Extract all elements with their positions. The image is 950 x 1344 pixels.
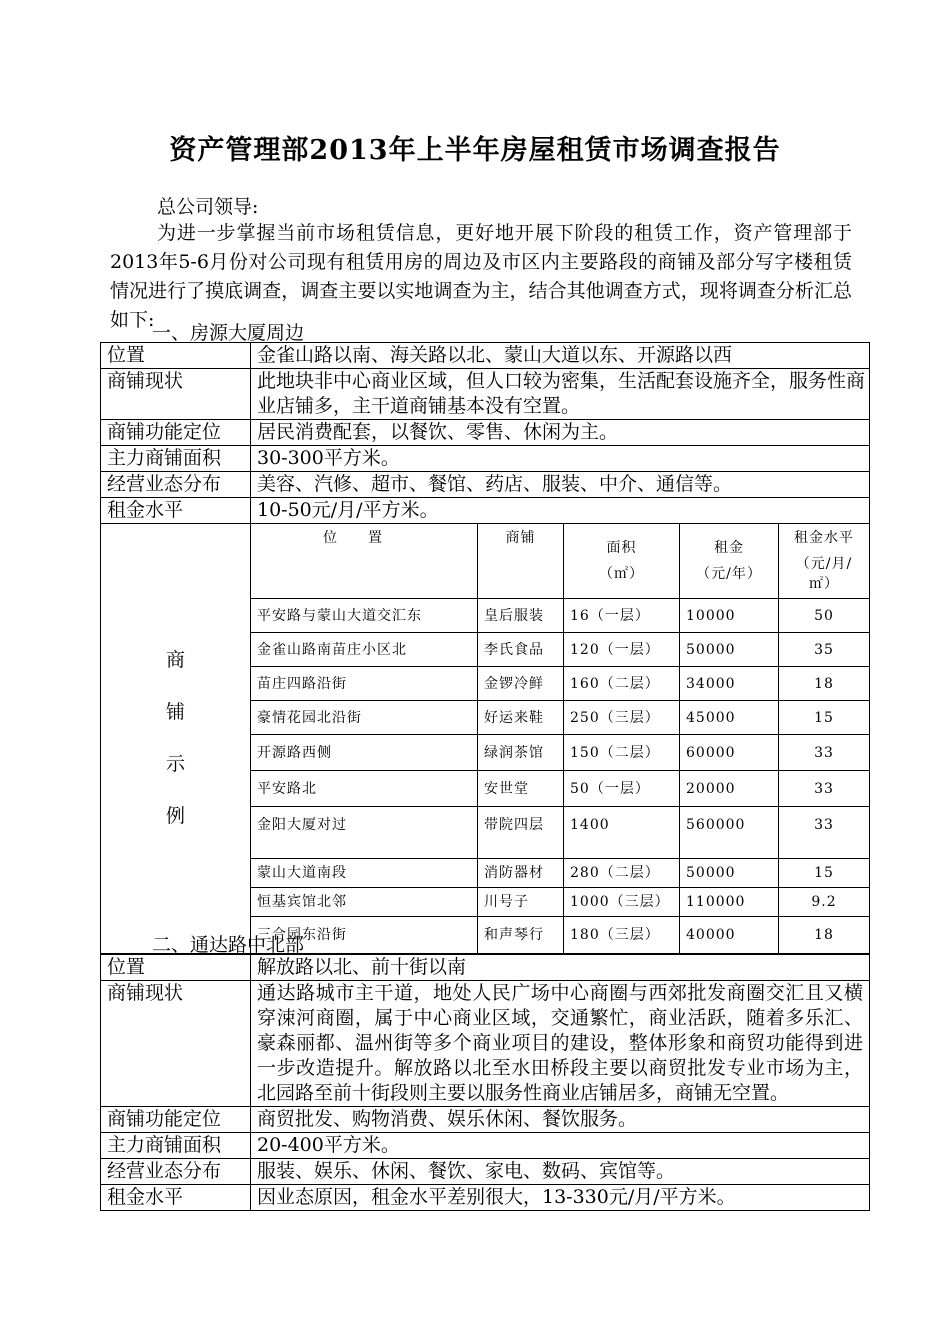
table-row xyxy=(101,1107,870,1133)
cell-location: 恒基宾馆北邻 xyxy=(251,888,478,917)
cell-location: 苗庄四路沿街 xyxy=(251,667,478,701)
cell-area: 120（一层） xyxy=(564,633,680,667)
row-label: 位置 xyxy=(101,343,251,369)
section2-heading: 二、通达路中北部 xyxy=(152,934,305,956)
cell-area: 16（一层） xyxy=(564,599,680,633)
table-row xyxy=(251,633,869,667)
cell-shop: 皇后服装 xyxy=(478,599,564,633)
intro-paragraph: 为进一步掌握当前市场租赁信息，更好地开展下阶段的租赁工作，资产管理部于2013年5-6月份对公司现有租赁用房的周边及市区内主要路段的商铺及部分写字楼租赁情况进行了摸底调查，调查主要以实地调查为主，结合其他调查方式，现将调查分析汇总如下: xyxy=(110,222,852,331)
row-label: 租金水平 xyxy=(101,1185,251,1211)
salutation: 总公司领导: xyxy=(157,196,259,218)
cell-location: 三合园东沿街 xyxy=(251,917,478,953)
header-rent-level-unit: （元/月/㎡） xyxy=(795,556,853,592)
table-row xyxy=(101,420,870,446)
cell-area: 150（二层） xyxy=(564,735,680,771)
header-shop: 商铺 xyxy=(478,524,564,599)
section1-heading: 一、房源大厦周边 xyxy=(152,322,305,344)
header-rent-unit: （元/年） xyxy=(696,566,762,582)
row-label: 经营业态分布 xyxy=(101,1159,251,1185)
header-rent: 租金 xyxy=(714,540,744,556)
cell-shop: 金锣冷鲜 xyxy=(478,667,564,701)
row-label: 商铺功能定位 xyxy=(101,420,251,446)
cell-area: 1000（三层） xyxy=(564,888,680,917)
row-label: 商铺现状 xyxy=(101,369,251,420)
table-row xyxy=(101,498,870,524)
table-row xyxy=(101,369,870,420)
cell-location: 金雀山路南苗庄小区北 xyxy=(251,633,478,667)
cell-rent: 60000 xyxy=(680,735,779,771)
examples-label: 商 铺 示 例 xyxy=(101,524,251,954)
cell-area: 160（二层） xyxy=(564,667,680,701)
report-title: 资产管理部2013年上半年房屋租赁市场调查报告 xyxy=(169,135,781,166)
row-label: 主力商铺面积 xyxy=(101,446,251,472)
row-value: 因业态原因，租金水平差别很大，13-330元/月/平方米。 xyxy=(251,1185,870,1211)
table-row xyxy=(251,599,869,633)
table-row xyxy=(101,955,870,981)
cell-location: 金阳大厦对过 xyxy=(251,807,478,859)
table-row xyxy=(101,1159,870,1185)
header-area-unit: （㎡） xyxy=(599,566,644,582)
cell-rent: 10000 xyxy=(680,599,779,633)
table-row xyxy=(101,1185,870,1211)
table-row xyxy=(101,343,870,369)
table-row xyxy=(101,1133,870,1159)
examples-header-row xyxy=(251,524,869,599)
row-value: 居民消费配套，以餐饮、零售、休闲为主。 xyxy=(251,420,870,446)
cell-rent: 40000 xyxy=(680,917,779,953)
cell-shop: 带院四层 xyxy=(478,807,564,859)
row-label: 商铺现状 xyxy=(101,981,251,1107)
cell-shop: 川号子 xyxy=(478,888,564,917)
table-row xyxy=(251,735,869,771)
cell-rent: 50000 xyxy=(680,633,779,667)
row-label: 经营业态分布 xyxy=(101,472,251,498)
cell-location: 平安路与蒙山大道交汇东 xyxy=(251,599,478,633)
table-row xyxy=(251,859,869,888)
table-row xyxy=(251,888,869,917)
cell-area: 250（三层） xyxy=(564,701,680,735)
cell-rent: 34000 xyxy=(680,667,779,701)
cell-level: 9.2 xyxy=(779,888,870,917)
row-value: 商贸批发、购物消费、娱乐休闲、餐饮服务。 xyxy=(251,1107,870,1133)
cell-location: 开源路西侧 xyxy=(251,735,478,771)
table-row xyxy=(251,807,869,859)
cell-location: 蒙山大道南段 xyxy=(251,859,478,888)
header-location: 位 置 xyxy=(323,530,383,546)
table-row xyxy=(101,981,870,1107)
row-label: 租金水平 xyxy=(101,498,251,524)
row-value: 10-50元/月/平方米。 xyxy=(251,498,870,524)
cell-location: 平安路北 xyxy=(251,771,478,807)
cell-area: 50（一层） xyxy=(564,771,680,807)
cell-level: 33 xyxy=(779,771,870,807)
cell-rent: 45000 xyxy=(680,701,779,735)
row-value: 解放路以北、前十街以南 xyxy=(251,955,870,981)
cell-level: 50 xyxy=(779,599,870,633)
cell-rent: 560000 xyxy=(680,807,779,859)
table-row xyxy=(101,472,870,498)
cell-shop: 安世堂 xyxy=(478,771,564,807)
cell-level: 18 xyxy=(779,917,870,953)
table-row xyxy=(251,917,869,953)
examples-row xyxy=(101,524,870,954)
cell-area: 280（二层） xyxy=(564,859,680,888)
row-value: 30-300平方米。 xyxy=(251,446,870,472)
row-value: 金雀山路以南、海关路以北、蒙山大道以东、开源路以西 xyxy=(251,343,870,369)
header-area: 面积 xyxy=(606,540,637,556)
cell-shop: 消防器材 xyxy=(478,859,564,888)
cell-area: 1400 xyxy=(564,807,680,859)
cell-location: 豪情花园北沿街 xyxy=(251,701,478,735)
row-value: 此地块非中心商业区域，但人口较为密集，生活配套设施齐全，服务性商业店铺多，主干道商铺基本没有空置。 xyxy=(251,369,870,420)
row-value: 通达路城市主干道，地处人民广场中心商圈与西郊批发商圈交汇且又横穿涑河商圈，属于中心商业区域，交通繁忙，商业活跃，随着多乐汇、豪森丽都、温州街等多个商业项目的建设，整体形象和商贸功能得到进一步改造提升。解放路以北至水田桥段主要以商贸批发专业市场为主，北园路至前十街段则主要以服务性商业店铺居多，商铺无空置。 xyxy=(251,981,870,1107)
cell-area: 180（三层） xyxy=(564,917,680,953)
cell-shop: 李氏食品 xyxy=(478,633,564,667)
row-label: 主力商铺面积 xyxy=(101,1133,251,1159)
examples-table xyxy=(251,524,869,953)
cell-level: 15 xyxy=(779,859,870,888)
row-value: 服装、娱乐、休闲、餐饮、家电、数码、宾馆等。 xyxy=(251,1159,870,1185)
row-value: 20-400平方米。 xyxy=(251,1133,870,1159)
table-row xyxy=(251,701,869,735)
cell-level: 15 xyxy=(779,701,870,735)
table-row xyxy=(101,446,870,472)
section2-table xyxy=(100,954,870,1211)
cell-shop: 和声琴行 xyxy=(478,917,564,953)
row-value: 美容、汽修、超市、餐馆、药店、服装、中介、通信等。 xyxy=(251,472,870,498)
cell-rent: 50000 xyxy=(680,859,779,888)
section1-table xyxy=(100,342,870,954)
table-row xyxy=(251,667,869,701)
cell-shop: 好运来鞋 xyxy=(478,701,564,735)
cell-rent: 20000 xyxy=(680,771,779,807)
cell-level: 33 xyxy=(779,807,870,859)
header-rent-level: 租金水平 xyxy=(794,530,854,546)
cell-rent: 110000 xyxy=(680,888,779,917)
cell-level: 33 xyxy=(779,735,870,771)
cell-level: 18 xyxy=(779,667,870,701)
cell-shop: 绿润茶馆 xyxy=(478,735,564,771)
row-label: 位置 xyxy=(101,955,251,981)
row-label: 商铺功能定位 xyxy=(101,1107,251,1133)
table-row xyxy=(251,771,869,807)
cell-level: 35 xyxy=(779,633,870,667)
